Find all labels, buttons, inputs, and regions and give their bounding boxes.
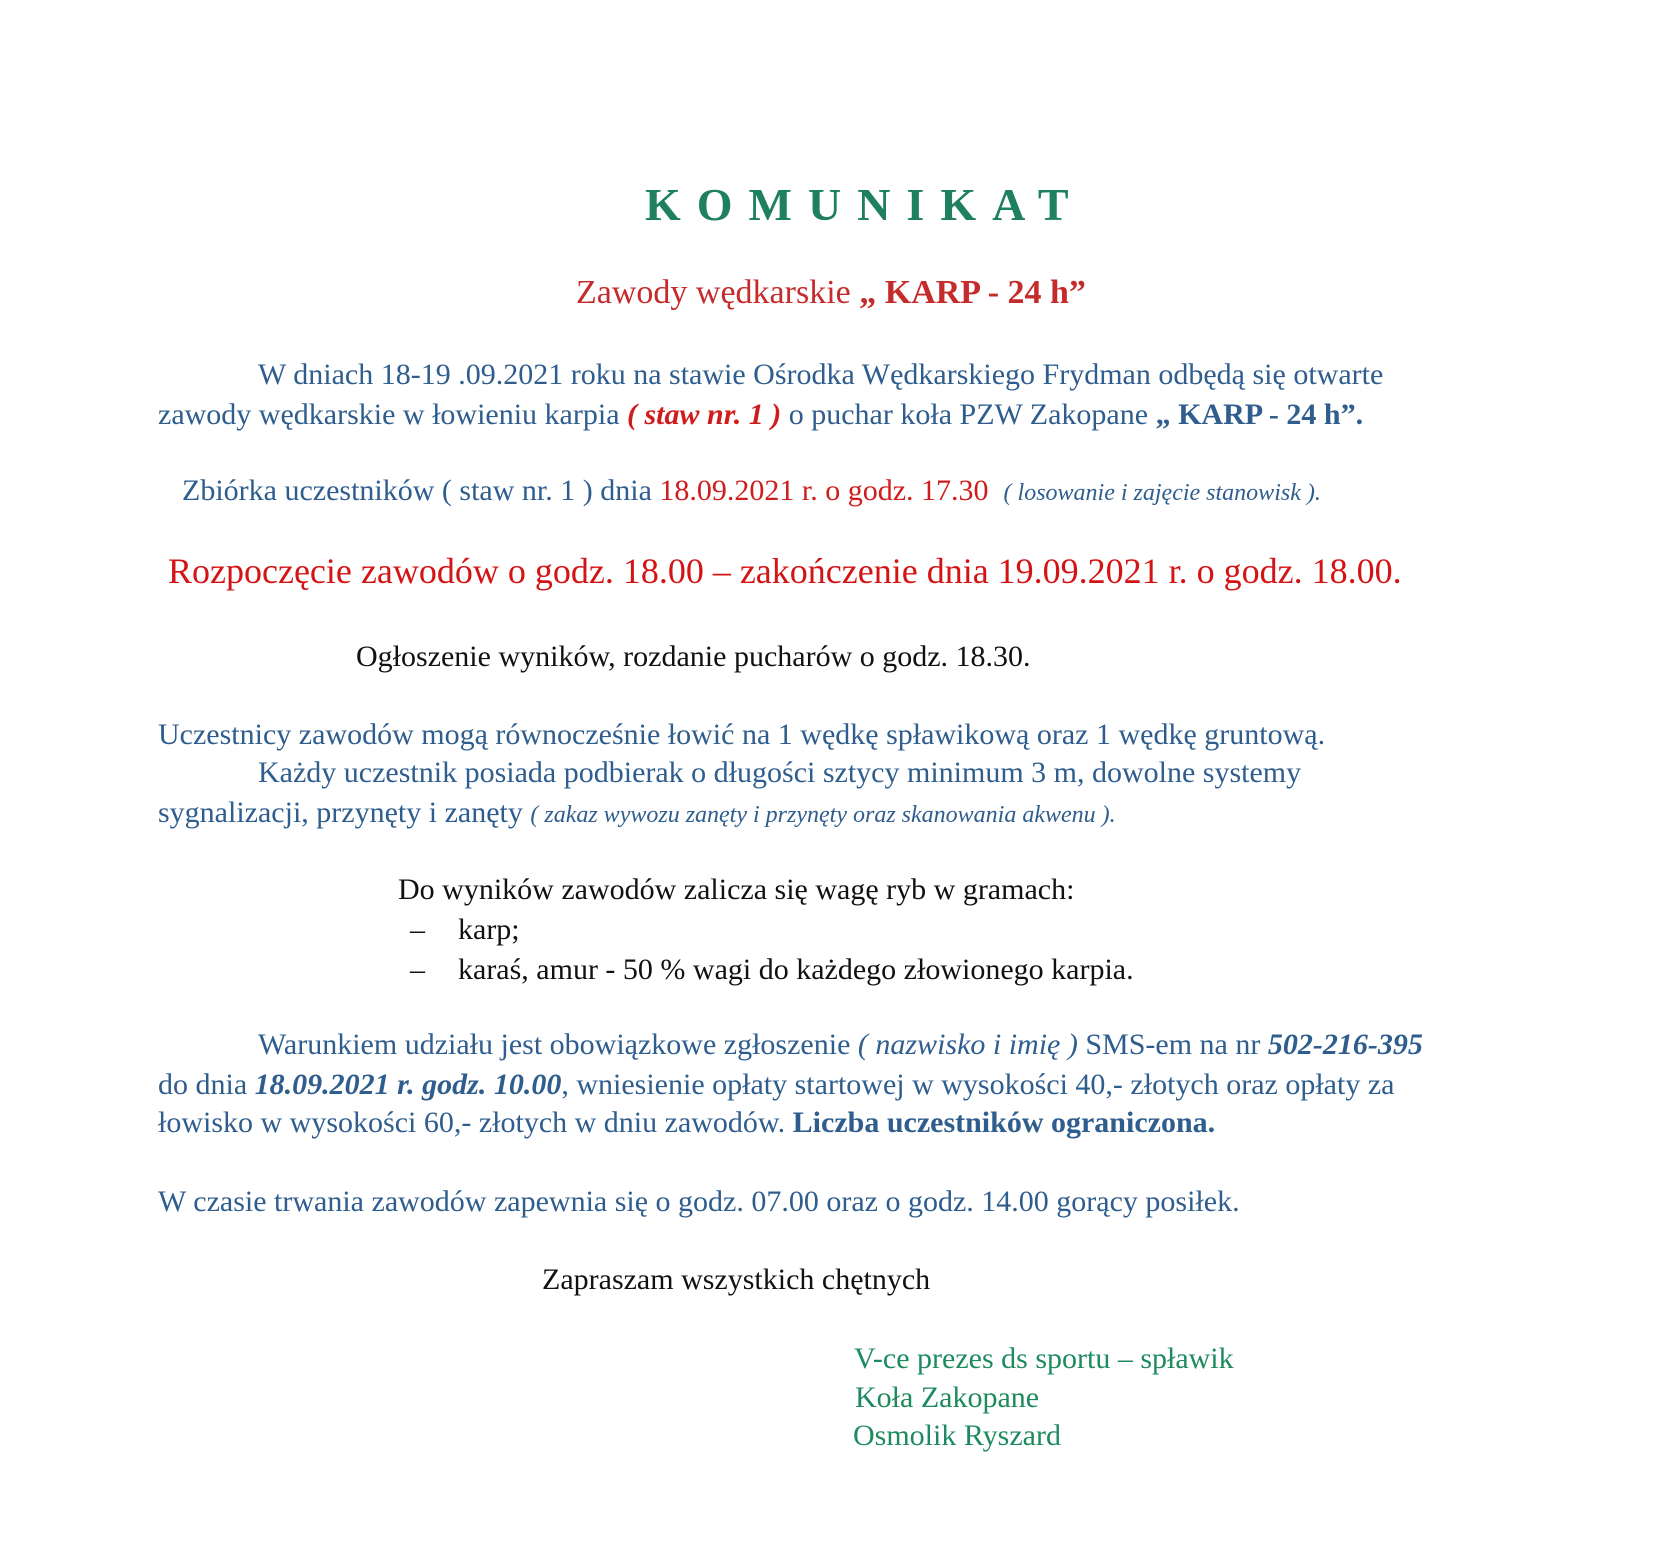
- conditions-line-3: [158, 1106, 1215, 1140]
- scoring-item: [410, 953, 1134, 987]
- scoring-item-dash: –: [410, 953, 425, 986]
- signature-name: Osmolik Ryszard: [853, 1419, 1061, 1452]
- intro-line-2-cup: o puchar koła PZW Zakopane: [781, 398, 1156, 431]
- conditions-fee-text: , wniesienie opłaty startowej w wysokości 40,- złotych oraz opłaty za: [561, 1068, 1395, 1101]
- event-subtitle: [576, 274, 1086, 312]
- page-title: KOMUNIKAT: [645, 179, 1085, 230]
- signature-club: Koła Zakopane: [855, 1381, 1040, 1414]
- intro-line-2-text: zawody wędkarskie w łowieniu karpia: [158, 398, 628, 431]
- conditions-deadline-prefix: do dnia: [158, 1068, 255, 1101]
- scoring-item: [410, 913, 520, 947]
- contact-phone-number: 502-216-395: [1267, 1028, 1423, 1061]
- signature-title: V-ce prezes ds sportu – spławik: [854, 1342, 1234, 1375]
- scoring-item-dash: –: [410, 913, 425, 946]
- scoring-item-text: karp;: [458, 913, 520, 946]
- intro-line-1: W dniach 18-19 .09.2021 roku na stawie Ośrodka Wędkarskiego Frydman odbędą się otwarte: [258, 358, 1384, 391]
- scoring-header: Do wyników zawodów zalicza się wagę ryb w gramach:: [398, 873, 1075, 906]
- rules-prohibition-note: ( zakaz wywozu zanęty i przynęty oraz skanowania akwenu ).: [530, 802, 1116, 828]
- rules-line-3-text: sygnalizacji, przynęty i zanęty: [158, 796, 531, 829]
- gathering-text: Zbiórka uczestników ( staw nr. 1 ) dnia: [182, 474, 660, 507]
- conditions-text: Warunkiem udziału jest obowiązkowe zgłoszenie: [258, 1028, 858, 1061]
- conditions-line-2: [158, 1068, 1394, 1102]
- conditions-fishery-fee: łowisko w wysokości 60,- złotych w dniu zawodów.: [158, 1106, 793, 1139]
- gathering-note: ( losowanie i zajęcie stanowisk ).: [1003, 480, 1321, 506]
- invitation-line: Zapraszam wszystkich chętnych: [542, 1263, 931, 1296]
- conditions-line-1: [258, 1028, 1423, 1062]
- gathering-date-time: 18.09.2021 r. o godz. 17.30: [659, 474, 989, 507]
- rules-line-1: Uczestnicy zawodów mogą równocześnie łowić na 1 wędkę spławikową oraz 1 wędkę gruntową.: [158, 718, 1326, 751]
- subtitle-prefix: Zawody wędkarskie: [576, 274, 860, 311]
- intro-pond-number: ( staw nr. 1 ): [627, 398, 782, 431]
- gathering-line: [182, 474, 1321, 508]
- intro-line-2: [158, 398, 1363, 432]
- rules-line-3: [158, 796, 1116, 830]
- registration-deadline: 18.09.2021 r. godz. 10.00: [254, 1068, 562, 1101]
- competition-start-end: Rozpoczęcie zawodów o godz. 18.00 – zakończenie dnia 19.09.2021 r. o godz. 18.00.: [168, 551, 1402, 591]
- rules-line-2: Każdy uczestnik posiada podbierak o długości sztycy minimum 3 m, dowolne systemy: [258, 756, 1302, 789]
- conditions-name-note: ( nazwisko i imię ): [857, 1028, 1078, 1061]
- conditions-sms-text: SMS-em na nr: [1077, 1028, 1268, 1061]
- results-announcement: Ogłoszenie wyników, rozdanie pucharów o godz. 18.30.: [356, 640, 1031, 673]
- scoring-item-text: karaś, amur - 50 % wagi do każdego złowionego karpia.: [458, 953, 1134, 986]
- subtitle-event-name: „ KARP - 24 h”: [859, 274, 1086, 311]
- meal-info: W czasie trwania zawodów zapewnia się o godz. 07.00 oraz o godz. 14.00 gorący posiłek.: [158, 1185, 1240, 1218]
- intro-event-name: „ KARP - 24 h”.: [1155, 398, 1364, 431]
- participant-limit-note: Liczba uczestników ograniczona.: [792, 1106, 1216, 1139]
